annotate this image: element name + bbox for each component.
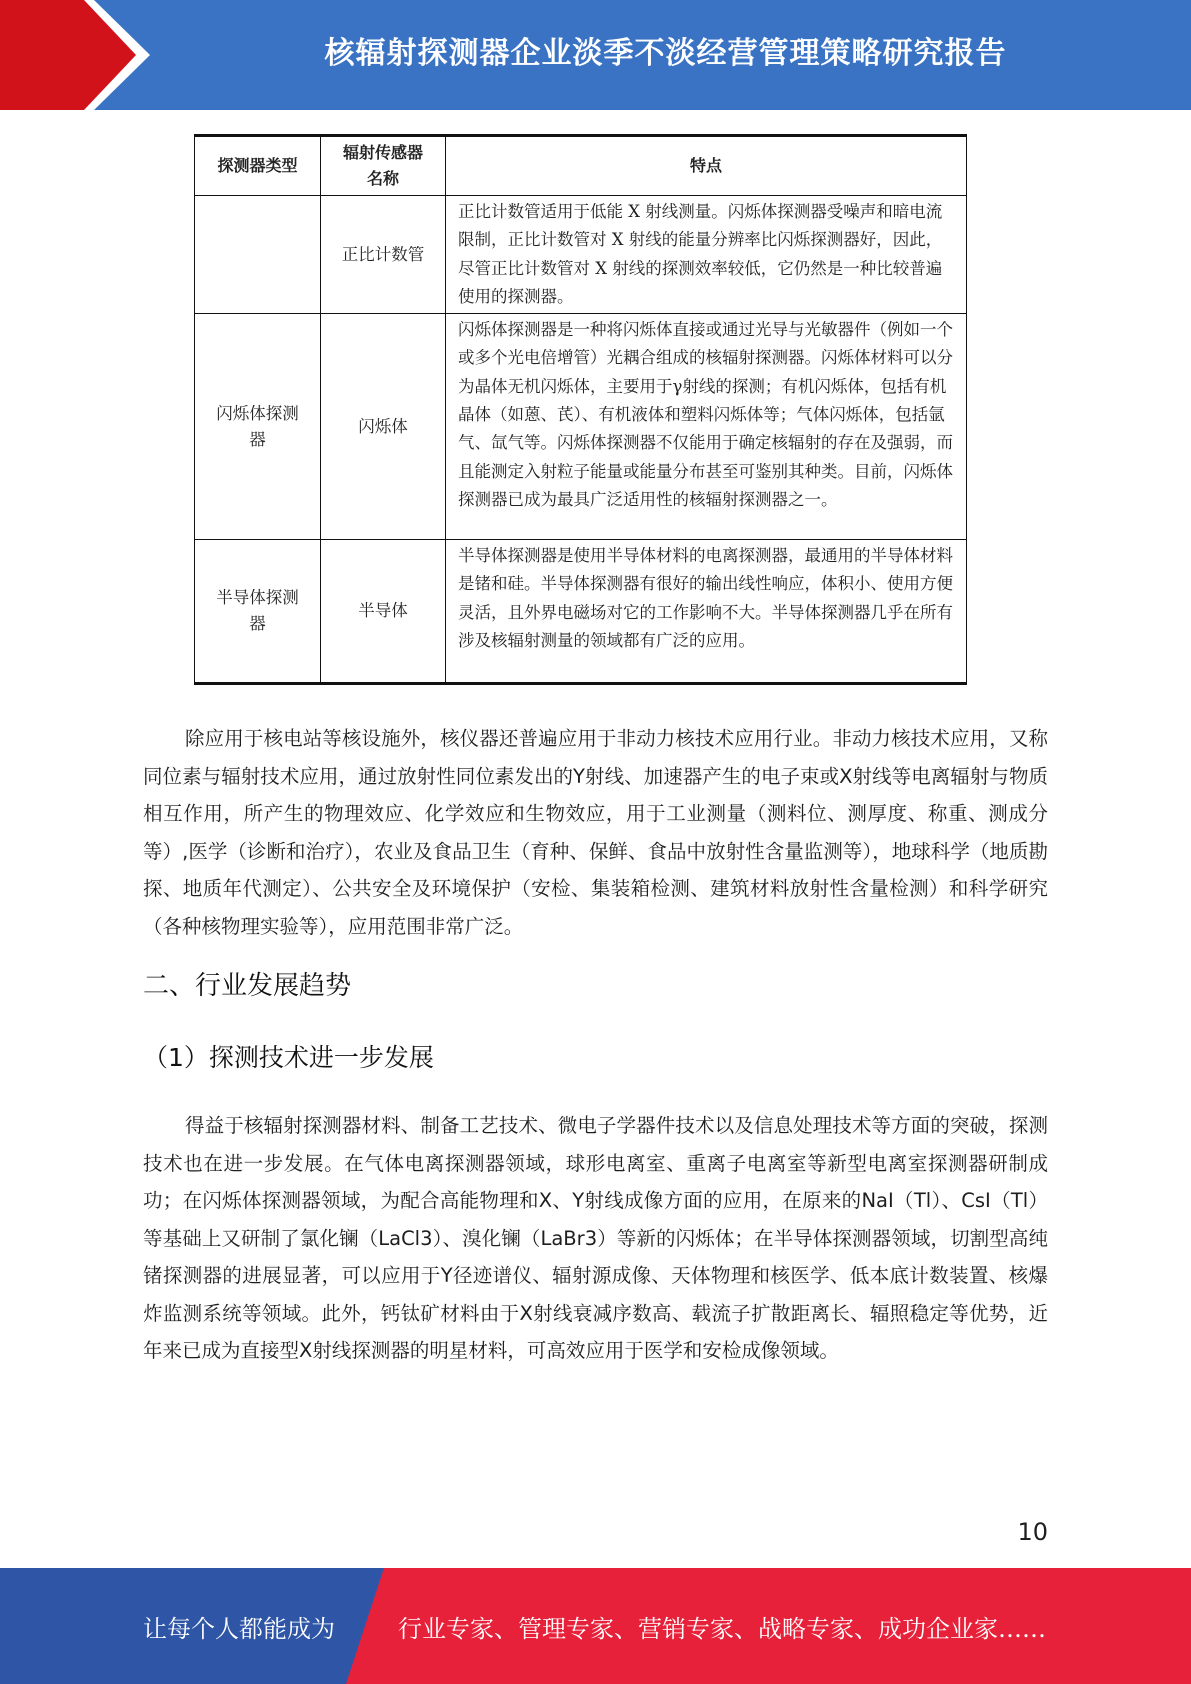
page-header xyxy=(0,0,1191,110)
row-type-text: 闪烁体探测器 xyxy=(216,403,299,449)
page-number: 10 xyxy=(1017,1518,1048,1546)
row-type-text: 半导体探测器 xyxy=(216,588,299,634)
row-type-cell xyxy=(195,196,321,314)
column-header-sensor-text: 辐射传感器名称 xyxy=(343,143,424,188)
body-paragraph-detection-tech: 得益于核辐射探测器材料、制备工艺技术、微电子学器件技术以及信息处理技术等方面的突破，探测技术也在进一步发展。在气体电离探测器领域，球形电离室、重离子电离室等新型电离室探测器研制成功；在闪烁体探测器领域，为配合高能物理和Χ、Υ射线成像方面的应用，在原来的NaI（Tl）、CsI（Tl）等基础上又研制了氯化镧（LaCl3）、溴化镧（LaBr3）等新的闪烁体；在半导体探测器领域，切割型高纯锗探测器的进展显著，可以应用于Υ径迹谱仪、辐射源成像、天体物理和核医学、低本底计数装置、核爆炸监测系统等领域。此外，钙钛矿材料由于Χ射线衰减序数高、载流子扩散距离长、辐照稳定等优势，近年来已成为直接型Χ射线探测器的明星材料，可高效应用于医学和安检成像领域。 xyxy=(143,1114,1048,1362)
section-heading-industry-trends: 二、行业发展趋势 xyxy=(143,971,352,1001)
row-features-cell: 闪烁体探测器是一种将闪烁体直接或通过光导与光敏器件（例如一个或多个光电倍增管）光耦合组成的核辐射探测器。闪烁体材料可以分为晶体无机闪烁体，主要用于γ射线的探测；有机闪烁体，包括有机晶体（如蒽、芪）、有机液体和塑料闪烁体等；气体闪烁体，包括氩气、氙气等。闪烁体探测器不仅能用于确定核辐射的存在及强弱，而且能测定入射粒子能量或能量分布甚至可鉴别其种类。目前，闪烁体探测器已成为最具广泛适用性的核辐射探测器之一。 xyxy=(446,314,967,540)
table-row xyxy=(195,540,967,684)
row-features-cell: 半导体探测器是使用半导体材料的电离探测器，最通用的半导体材料是锗和硅。半导体探测器有很好的输出线性响应，体积小、使用方便灵活，且外界电磁场对它的工作影响不大。半导体探测器几乎在所有涉及核辐射测量的领域都有广泛的应用。 xyxy=(446,540,967,684)
detector-table-container xyxy=(194,134,966,685)
column-header-sensor xyxy=(321,136,446,196)
page-footer xyxy=(0,1568,1191,1684)
table-row xyxy=(195,196,967,314)
row-type-cell xyxy=(195,540,321,684)
footer-slogan-right: 行业专家、管理专家、营销专家、战略专家、成功企业家…… xyxy=(398,1614,1046,1643)
column-header-type: 探测器类型 xyxy=(195,136,321,196)
body-paragraph-applications: 除应用于核电站等核设施外，核仪器还普遍应用于非动力核技术应用行业。非动力核技术应用，又称同位素与辐射技术应用，通过放射性同位素发出的Υ射线、加速器产生的电子束或Χ射线等电离辐射与物质相互作用，所产生的物理效应、化学效应和生物效应，用于工业测量（测料位、测厚度、称重、测成分等）,医学（诊断和治疗），农业及食品卫生（育种、保鲜、食品中放射性含量监测等），地球科学（地质勘探、地质年代测定）、公共安全及环境保护（安检、集装箱检测、建筑材料放射性含量检测）和科学研究（各种核物理实验等），应用范围非常广泛。 xyxy=(143,727,1048,938)
subsection-heading-detection-tech: （1）探测技术进一步发展 xyxy=(143,1043,434,1072)
footer-slogan-left: 让每个人都能成为 xyxy=(143,1614,335,1643)
row-sensor-cell: 闪烁体 xyxy=(321,314,446,540)
row-features-cell: 正比计数管适用于低能 X 射线测量。闪烁体探测器受噪声和暗电流限制，正比计数管对 X 射线的能量分辨率比闪烁探测器好，因此，尽管正比计数管对 X 射线的探测效率较低，它仍然是一种比较普遍使用的探测器。 xyxy=(446,196,967,314)
column-header-features: 特点 xyxy=(446,136,967,196)
row-sensor-cell: 正比计数管 xyxy=(321,196,446,314)
row-sensor-cell: 半导体 xyxy=(321,540,446,684)
header-chevron-decoration xyxy=(0,0,160,110)
report-title: 核辐射探测器企业淡季不淡经营管理策略研究报告 xyxy=(324,36,1007,71)
detector-table xyxy=(194,134,967,685)
table-row xyxy=(195,314,967,540)
table-header-row xyxy=(195,136,967,196)
row-type-cell xyxy=(195,314,321,540)
